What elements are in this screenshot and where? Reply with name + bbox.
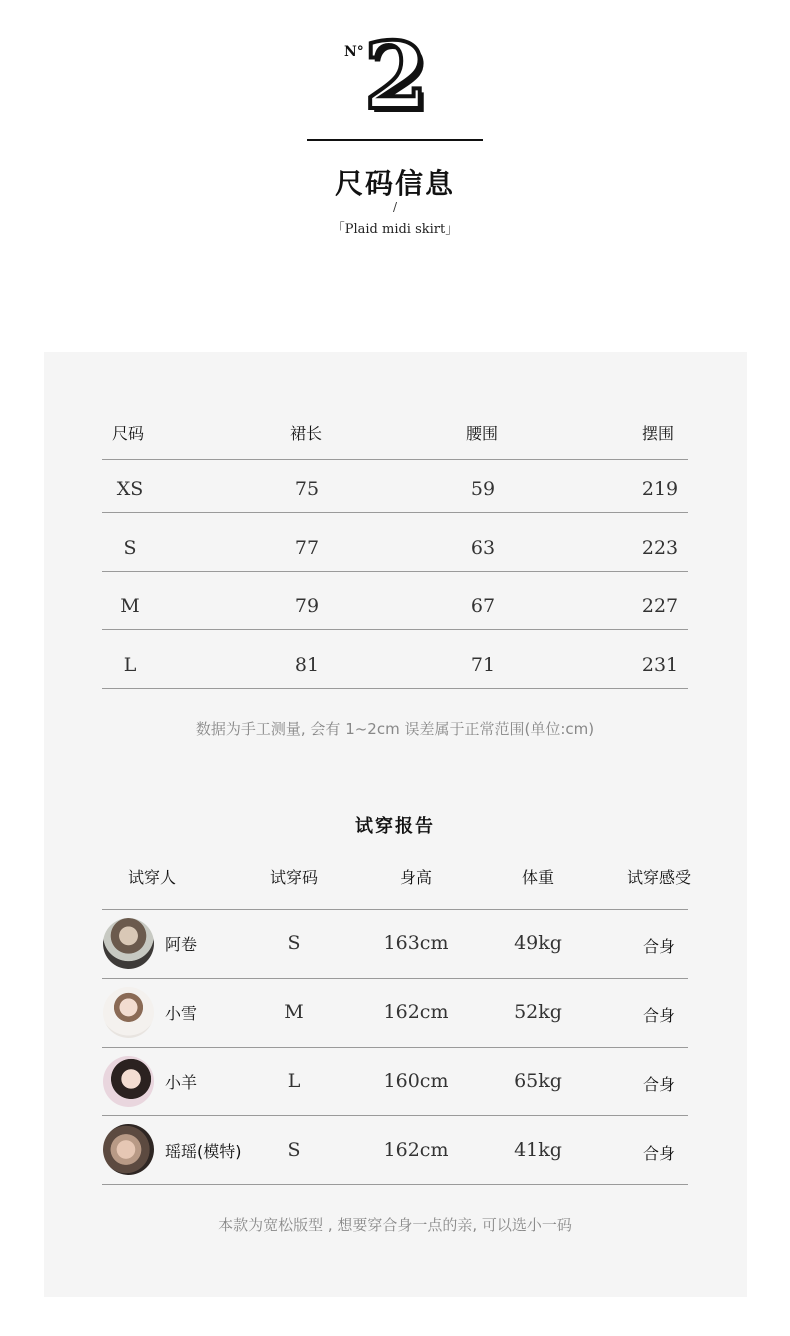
- weight-cell: 65kg: [514, 1070, 562, 1092]
- section-number: 2: [364, 22, 429, 130]
- tester-name: 小羊: [165, 1073, 198, 1092]
- fit-cell: 合身: [642, 937, 676, 956]
- waist-col-header: 腰围: [466, 424, 499, 443]
- length-cell: 77: [294, 537, 320, 559]
- measurement-note: 数据为手工测量, 会有 1~2cm 误差属于正常范围(单位:cm): [195, 720, 595, 738]
- height-cell: 162cm: [383, 1001, 449, 1023]
- tester-col-header: 试穿人: [127, 868, 177, 887]
- length-col-header: 裙长: [290, 424, 323, 443]
- fit-cell: 合身: [642, 1144, 676, 1163]
- avatar: [103, 1124, 154, 1175]
- header-divider: [307, 139, 483, 141]
- size-table-divider: [102, 459, 688, 460]
- length-cell: 79: [294, 595, 320, 617]
- fit-note: 本款为宽松版型 , 想要穿合身一点的亲, 可以选小一码: [218, 1216, 572, 1234]
- size-row-divider: [102, 571, 688, 572]
- weight-cell: 49kg: [514, 932, 562, 954]
- waist-cell: 71: [470, 654, 496, 676]
- size-cell: L: [123, 654, 137, 676]
- fit-cell: 合身: [642, 1006, 676, 1025]
- tried-size-cell: M: [284, 1001, 304, 1023]
- size-row-divider: [102, 688, 688, 689]
- waist-cell: 59: [470, 478, 496, 500]
- hem-cell: 227: [641, 595, 679, 617]
- number-prefix: N°: [344, 44, 364, 60]
- height-cell: 163cm: [383, 932, 449, 954]
- size-row-divider: [102, 629, 688, 630]
- avatar: [103, 987, 154, 1038]
- weight-cell: 41kg: [514, 1139, 562, 1161]
- report-row-divider: [102, 1047, 688, 1048]
- report-row-divider: [102, 978, 688, 979]
- height-cell: 160cm: [383, 1070, 449, 1092]
- hem-col-header: 摆围: [642, 424, 675, 443]
- report-table-divider: [102, 909, 688, 910]
- report-row-divider: [102, 1115, 688, 1116]
- weight-col-header: 体重: [521, 868, 555, 887]
- waist-cell: 67: [470, 595, 496, 617]
- tried-size-cell: L: [287, 1070, 301, 1092]
- page-subtitle: 「Plaid midi skirt」: [331, 222, 459, 237]
- waist-cell: 63: [470, 537, 496, 559]
- hem-cell: 223: [641, 537, 679, 559]
- report-title: 试穿报告: [355, 816, 435, 837]
- hem-cell: 219: [641, 478, 679, 500]
- tester-name: 小雪: [165, 1004, 198, 1023]
- size-cell: S: [123, 537, 137, 559]
- hem-cell: 231: [641, 654, 679, 676]
- tried-size-cell: S: [287, 1139, 301, 1161]
- report-row-divider: [102, 1184, 688, 1185]
- size-row-divider: [102, 512, 688, 513]
- size-cell: XS: [116, 478, 144, 500]
- height-cell: 162cm: [383, 1139, 449, 1161]
- length-cell: 75: [294, 478, 320, 500]
- tester-name: 瑶瑶(模特): [165, 1142, 242, 1161]
- avatar: [103, 918, 154, 969]
- height-col-header: 身高: [399, 868, 433, 887]
- feeling-col-header: 试穿感受: [626, 868, 692, 887]
- tried-size-col-header: 试穿码: [269, 868, 319, 887]
- avatar: [103, 1056, 154, 1107]
- length-cell: 81: [294, 654, 320, 676]
- size-cell: M: [120, 595, 140, 617]
- page-title: 尺码信息: [334, 167, 455, 200]
- title-slash: /: [392, 200, 398, 214]
- size-col-header: 尺码: [112, 424, 145, 443]
- tester-name: 阿卷: [165, 935, 198, 954]
- weight-cell: 52kg: [514, 1001, 562, 1023]
- fit-cell: 合身: [642, 1075, 676, 1094]
- tried-size-cell: S: [287, 932, 301, 954]
